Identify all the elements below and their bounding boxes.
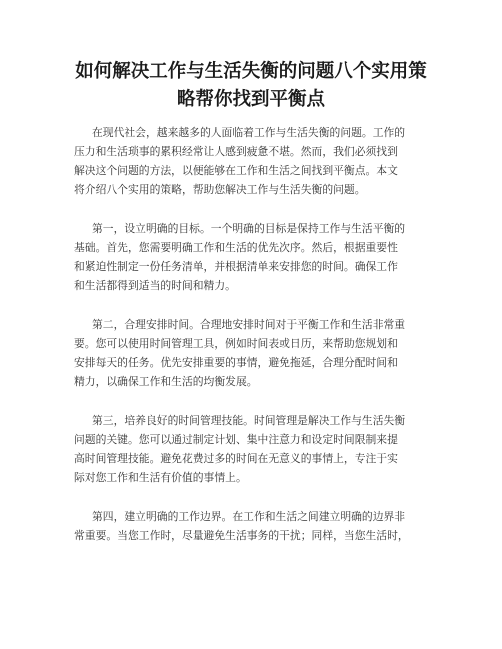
- paragraph-strategy-3: [74, 411, 432, 487]
- paragraph-line: 际对您工作和生活有价值的事情上。: [74, 471, 247, 485]
- paragraph-line: 和生活都得到适当的时间和精力。: [74, 279, 236, 293]
- paragraph-line: 安排每天的任务。优先安排重要的事情，避免拖延，合理分配时间和: [74, 356, 398, 370]
- paragraph-line: 解决这个问题的方法，以便能够在工作和生活之间找到平衡点。本文: [74, 164, 398, 178]
- paragraph-line: 问题的关键。您可以通过制定计划、集中注意力和设定时间限制来提: [74, 433, 398, 447]
- paragraph-line: 将介绍八个实用的策略，帮助您解决工作与生活失衡的问题。: [74, 183, 366, 197]
- paragraph-strategy-2: [74, 315, 432, 391]
- paragraph-line: 在现代社会，越来越多的人面临着工作与生活失衡的问题。工作的: [92, 126, 406, 139]
- paragraph-line: 要。您可以使用时间管理工具，例如时间表或日历，来帮助您规划和: [74, 337, 398, 351]
- paragraph-line: 高时间管理技能。避免花费过多的时间在无意义的事情上，专注于实: [74, 452, 398, 466]
- paragraph-line: 第二，合理安排时间。合理地安排时间对于平衡工作和生活非常重: [92, 318, 406, 331]
- paragraph-strategy-4: [74, 507, 432, 545]
- paragraph-line: 常重要。当您工作时，尽量避免生活事务的干扰；同样，当您生活时，: [74, 529, 409, 543]
- paragraph-line: 精力，以确保工作和生活的均衡发展。: [74, 375, 258, 389]
- paragraph-line: 压力和生活琐事的累积经常让人感到疲惫不堪。然而，我们必须找到: [74, 145, 398, 159]
- paragraph-line: 第四，建立明确的工作边界。在工作和生活之间建立明确的边界非: [92, 510, 406, 523]
- paragraph-line: 第一，设立明确的目标。一个明确的目标是保持工作与生活平衡的: [92, 222, 406, 235]
- paragraph-line: 第三，培养良好的时间管理技能。时间管理是解决工作与生活失衡: [92, 414, 406, 427]
- document-title: [60, 58, 442, 114]
- paragraph-line: 基础。首先，您需要明确工作和生活的优先次序。然后，根据重要性: [74, 241, 398, 255]
- title-line: 略帮你找到平衡点: [176, 89, 325, 110]
- paragraph-strategy-1: [74, 219, 432, 295]
- paragraph-line: 和紧迫性制定一份任务清单，并根据清单来安排您的时间。确保工作: [74, 260, 398, 274]
- title-line: 如何解决工作与生活失衡的问题八个实用策: [75, 61, 427, 82]
- paragraph-intro: [74, 123, 432, 199]
